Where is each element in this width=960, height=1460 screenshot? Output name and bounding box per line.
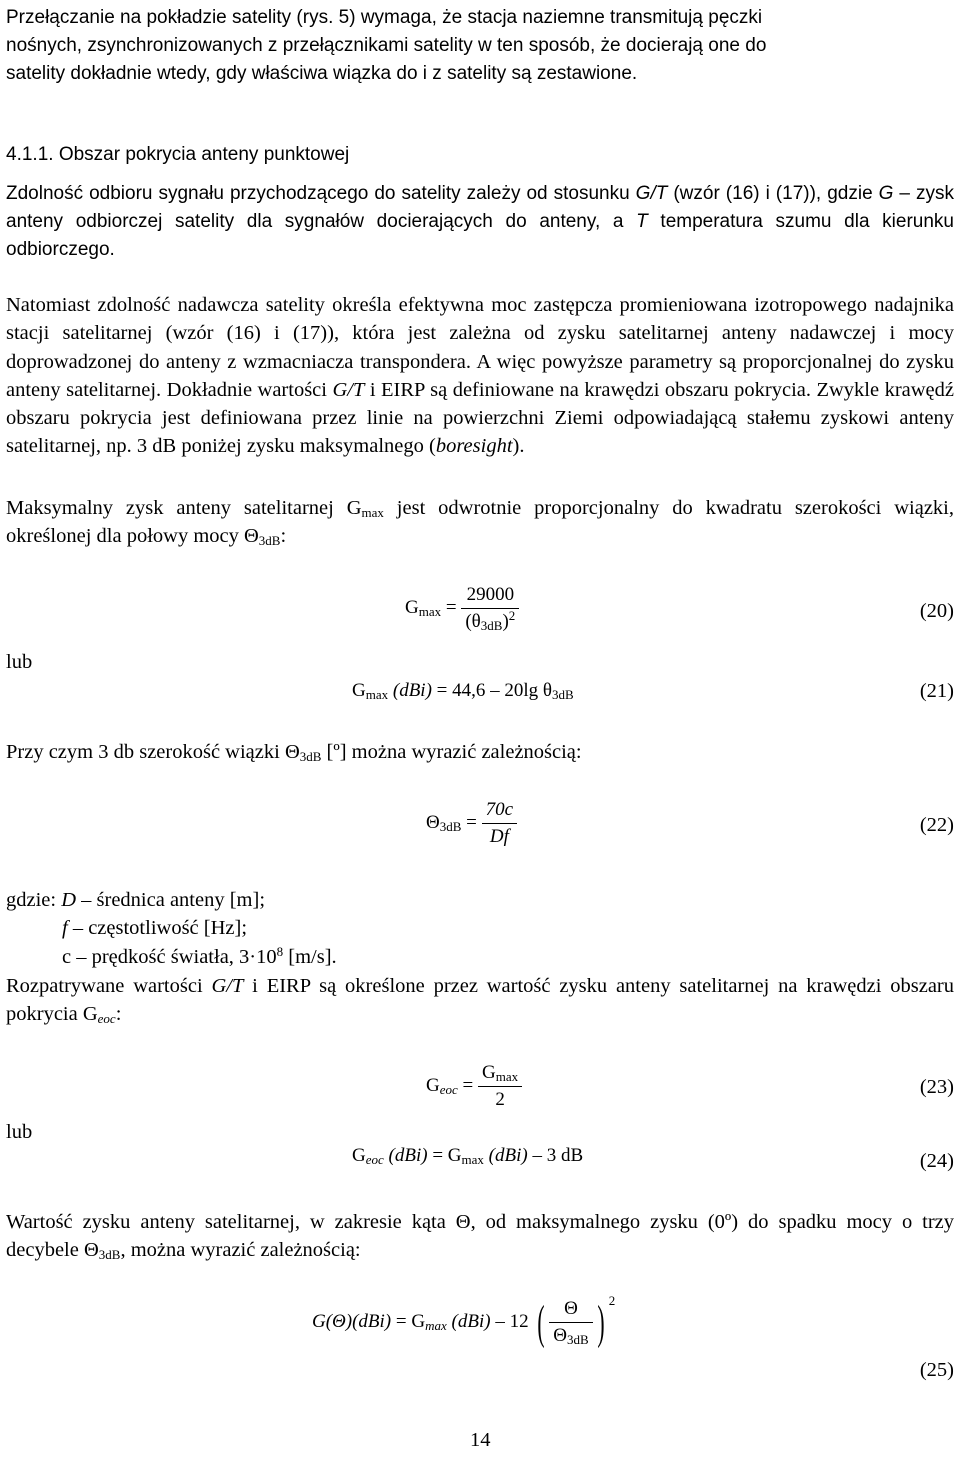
symbol-gt: G/T <box>211 975 244 997</box>
equation-23 <box>426 1060 522 1113</box>
subscript: 3dB <box>299 749 322 764</box>
symbol-definitions <box>6 886 954 971</box>
text-span: Maksymalny zysk anteny satelitarnej G <box>6 497 362 519</box>
subscript: eoc <box>365 1152 384 1167</box>
definition-f <box>6 914 954 942</box>
text-span: Rozpatrywane wartości <box>6 975 212 997</box>
definition-c <box>6 943 954 971</box>
text-span: : <box>115 1003 122 1026</box>
fraction <box>482 797 517 850</box>
subscript: max <box>365 687 389 702</box>
symbol-f: f <box>62 917 68 940</box>
text-span: ). <box>512 435 525 458</box>
right-paren: ) <box>597 1295 605 1349</box>
symbol-g: G <box>878 183 894 204</box>
fraction-numerator <box>478 1060 522 1087</box>
eq-symbol: G <box>352 680 366 701</box>
text-span: [m/s]. <box>283 945 337 968</box>
paragraph-geoc <box>6 972 954 1029</box>
symbol-t: T <box>636 211 648 232</box>
lub-label: lub <box>6 1121 33 1143</box>
fraction-numerator: 70c <box>482 797 517 824</box>
text-span: (wzór (16) i (17)), gdzie <box>667 183 879 204</box>
intro-paragraph <box>6 4 954 88</box>
subscript: 3dB <box>258 533 281 549</box>
subscript: max <box>425 1317 447 1333</box>
eq-symbol: G <box>426 1074 440 1096</box>
intro-line-2: nośnych, zsynchronizowanych z przełącznikami satelity w ten sposób, że docierają one do <box>6 35 767 56</box>
symbol-gt: G/T <box>635 183 668 204</box>
subscript: 3dB <box>439 818 462 834</box>
eq-unit: (dBi) <box>451 1310 491 1332</box>
text-span: c – prędkość światła, 3·10 <box>62 945 277 968</box>
definition-d <box>6 886 954 914</box>
paragraph-gmax <box>6 494 954 551</box>
text-span: temperatura szumu dla kierunku odbiorczego. <box>6 211 954 260</box>
eq-symbol: ) <box>502 611 509 632</box>
eq-equals: = <box>445 596 457 618</box>
equation-21 <box>352 680 574 702</box>
left-paren: ( <box>537 1295 545 1349</box>
fraction <box>549 1296 592 1349</box>
symbol-d: D <box>61 889 77 911</box>
eq-lhs: G(Θ)(dBi) <box>312 1310 392 1332</box>
text-span: i EIRP są definiowane na krawędzi obszaru pokrycia. Zwykle krawędź obszaru pokrycia jest definiowana przez linie na powierzchni Ziemi odpowiadającą stałemu zyskowi anteny satelitarnej, np. 3 dB poniżej zysku maksymalnego ( <box>6 378 954 458</box>
paragraph-gt-receive <box>6 180 954 264</box>
equation-20 <box>405 582 519 635</box>
eq-symbol: G <box>411 1310 426 1332</box>
text-span: [º] można wyrazić zależnością: <box>321 741 582 763</box>
section-heading: 4.1.1. Obszar pokrycia anteny punktowej <box>6 144 350 165</box>
page-number: 14 <box>470 1429 491 1451</box>
fraction-numerator: Θ <box>549 1296 592 1323</box>
equation-number-25: (25) <box>919 1359 954 1381</box>
fraction-numerator: 29000 <box>461 582 519 609</box>
text-span: Przy czym 3 db szerokość wiązki Θ <box>6 741 300 763</box>
eq-symbol: G <box>447 1145 462 1166</box>
text-span: Wartość zysku anteny satelitarnej, w zakresie kąta Θ, od maksymalnego zysku (0º) do spadku mocy o trzy decybele Θ <box>6 1211 954 1262</box>
intro-line-3: satelity dokładnie wtedy, gdy właściwa wiązka do i z satelity są zestawione. <box>6 63 638 84</box>
paragraph-beamwidth <box>6 738 954 766</box>
equation-number-20: (20) <box>919 600 954 622</box>
fraction <box>461 582 519 635</box>
eq-symbol: G <box>482 1062 496 1083</box>
paragraph-eirp <box>6 291 954 461</box>
equation-22 <box>426 797 517 850</box>
fraction-denominator: 2 <box>495 1089 505 1110</box>
eq-unit: (dBi) <box>488 1145 528 1166</box>
eq-equals: = <box>436 680 448 701</box>
fraction <box>478 1060 522 1113</box>
eq-equals: = <box>395 1310 407 1332</box>
text-span: , można wyrazić zależnością: <box>120 1239 361 1262</box>
equation-25 <box>312 1292 616 1349</box>
text-span: jest odwrotnie proporcjonalny do kwadratu szerokości wiązki, określonej dla połowy mocy Θ <box>6 497 954 548</box>
subscript: eoc <box>439 1081 458 1097</box>
subscript: max <box>361 505 384 520</box>
symbol-gt: G/T <box>332 378 365 401</box>
text-span: : <box>280 525 287 548</box>
text-span: – zysk anteny odbiorczej satelity dla sygnałów docierających do anteny, a <box>6 183 954 232</box>
eq-minus: – 12 <box>495 1310 529 1332</box>
fraction-denominator <box>461 609 519 635</box>
superscript: 8 <box>276 943 284 959</box>
where-label: gdzie: <box>6 889 62 911</box>
subscript: max <box>495 1069 519 1084</box>
text-span: Natomiast zdolność nadawcza satelity określa efektywna moc zastępcza promieniowana izotropowego nadajnika stacji satelitarnej (wzór (16) i (17)), która jest zależna od zysku satelitarnej anteny nadawczej i mocy doprowadzonej do anteny z wzmacniacza transpondera. A więc powyższe parametry są proporcjonalnej do zysku anteny satelitarnej. Dokładnie wartości <box>6 294 954 401</box>
term-boresight: boresight <box>435 435 513 458</box>
eq-rhs: 44,6 – 20lg θ <box>452 680 553 701</box>
subscript: eoc <box>97 1011 116 1027</box>
subscript: max <box>461 1152 484 1167</box>
fraction-denominator: Df <box>489 826 509 847</box>
equation-24 <box>352 1145 583 1167</box>
intro-line-1: Przełączanie na pokładzie satelity (rys. 5) wymaga, że stacja naziemne transmitują pęczki <box>6 7 763 28</box>
eq-symbol: Θ <box>426 811 440 833</box>
equation-number-23: (23) <box>919 1076 954 1098</box>
text-span: Zdolność odbioru sygnału przychodzącego do satelity zależy od stosunku <box>6 183 636 204</box>
superscript: 2 <box>608 1292 616 1308</box>
subscript: max <box>418 603 442 619</box>
equation-number-22: (22) <box>919 814 954 836</box>
equation-number-21: (21) <box>919 680 954 702</box>
equation-number-24: (24) <box>919 1150 954 1172</box>
subscript: 3dB <box>480 618 503 633</box>
subscript: 3dB <box>98 1247 121 1263</box>
fraction-denominator <box>549 1323 592 1349</box>
text-span: – częstotliwość [Hz]; <box>67 917 248 940</box>
subscript: 3dB <box>552 687 574 702</box>
eq-equals: = <box>466 811 477 833</box>
eq-symbol: G <box>352 1145 366 1166</box>
paragraph-gain-angle <box>6 1208 954 1265</box>
lub-label: lub <box>6 651 33 673</box>
subscript: 3dB <box>567 1332 589 1347</box>
eq-symbol: G <box>405 596 419 618</box>
text-span: i EIRP są określone przez wartość zysku anteny satelitarnej na krawędzi obszaru pokrycia G <box>6 975 954 1026</box>
eq-equals: = <box>432 1145 444 1166</box>
eq-rhs: – 3 dB <box>532 1145 584 1166</box>
eq-unit: (dBi) <box>388 1145 428 1166</box>
eq-equals: = <box>462 1074 474 1096</box>
eq-symbol: Θ <box>553 1325 568 1346</box>
text-span: – średnica anteny [m]; <box>76 889 266 911</box>
eq-symbol: (θ <box>465 611 481 632</box>
superscript: 2 <box>508 608 516 623</box>
eq-unit: (dBi) <box>392 680 432 701</box>
